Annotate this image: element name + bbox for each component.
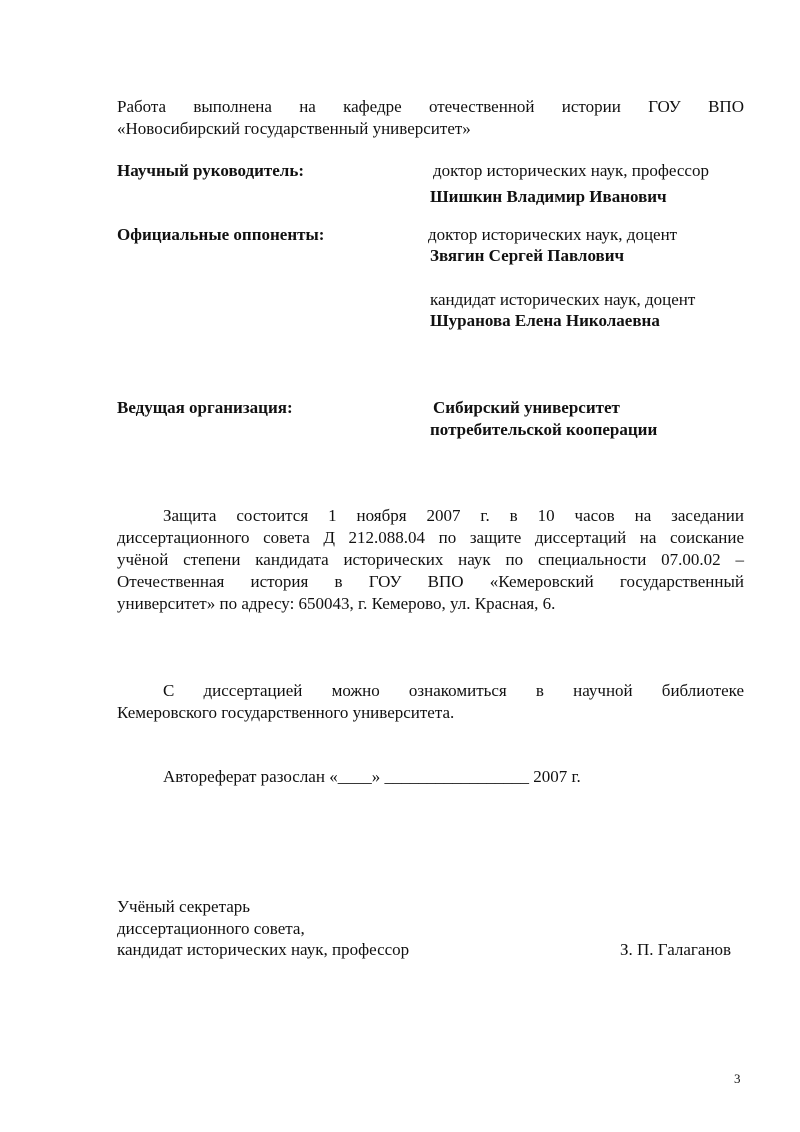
leading-org-label: Ведущая организация: [117, 398, 293, 417]
mailing-line: Автореферат разослан «____» _________________ 2007 г. [163, 767, 581, 786]
opponents-label: Официальные оппоненты: [117, 225, 325, 244]
defense-line-2: диссертационного совета Д 212.088.04 по защите диссертаций на соискание [117, 528, 744, 547]
defense-line-3: учёной степени кандидата исторических наук по специальности 07.00.02 – [117, 550, 744, 569]
opponent-2-name: Шуранова Елена Николаевна [430, 311, 660, 330]
opponent-1-name: Звягин Сергей Павлович [430, 246, 625, 265]
library-line-2: Кемеровского государственного университета. [117, 703, 455, 722]
opponent-2-title: кандидат исторических наук, доцент [430, 290, 696, 309]
secretary-line-2: диссертационного совета, [117, 919, 305, 938]
leading-org-line-1: Сибирский университет [433, 398, 620, 417]
secretary-line-1: Учёный секретарь [117, 897, 251, 916]
library-line-1: С диссертацией можно ознакомиться в научной библиотеке [163, 681, 744, 700]
defense-line-4: Отечественная история в ГОУ ВПО «Кемеровский государственный [117, 572, 744, 591]
header-line-2: «Новосибирский государственный университет» [117, 119, 471, 138]
supervisor-label: Научный руководитель: [117, 161, 304, 180]
defense-line-1: Защита состоится 1 ноября 2007 г. в 10 часов на заседании [163, 506, 744, 525]
defense-line-5: университет» по адресу: 650043, г. Кемерово, ул. Красная, 6. [117, 594, 556, 613]
opponent-1-title: доктор исторических наук, доцент [428, 225, 678, 244]
secretary-name: З. П. Галаганов [620, 940, 732, 959]
supervisor-title: доктор исторических наук, профессор [433, 161, 709, 180]
supervisor-name: Шишкин Владимир Иванович [430, 187, 667, 206]
leading-org-line-2: потребительской кооперации [430, 420, 658, 439]
header-line-1: Работа выполнена на кафедре отечественной истории ГОУ ВПО [117, 97, 744, 116]
page-number: 3 [734, 1071, 741, 1086]
secretary-line-3: кандидат исторических наук, профессор [117, 940, 410, 959]
